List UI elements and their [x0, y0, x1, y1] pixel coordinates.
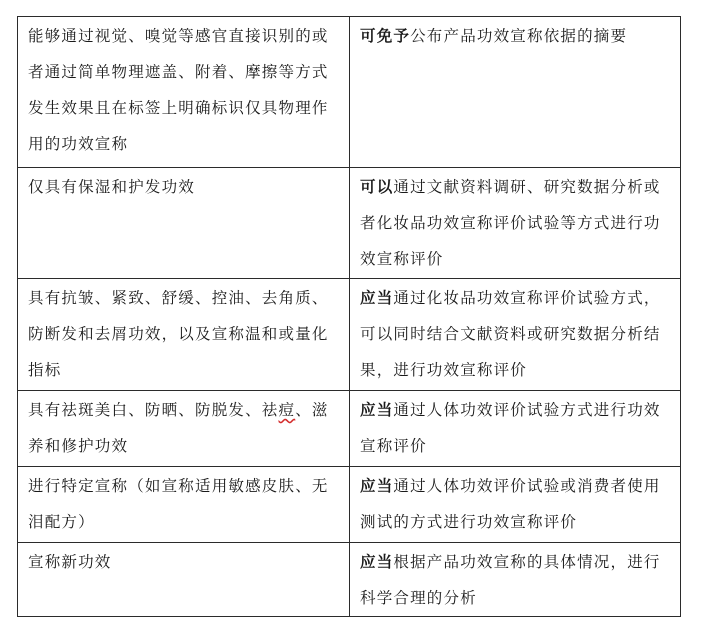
table-row — [18, 391, 681, 467]
claim-condition-text: 宣称新功效 — [28, 553, 112, 571]
claim-condition-text-start: 具有祛斑美白、防晒、防脱发、祛 — [28, 401, 279, 419]
claim-condition-cell — [18, 168, 350, 279]
evaluation-requirement-cell — [350, 168, 681, 279]
claim-condition-text-end: 、滋养和修护功效 — [28, 401, 329, 455]
requirement-text: 根据产品功效宣称的具体情况，进行科学合理的分析 — [360, 553, 661, 607]
claim-condition-cell — [18, 391, 350, 467]
efficacy-claims-table — [17, 16, 681, 617]
claim-condition-text: 进行特定宣称（如宣称适用敏感皮肤、无泪配方） — [28, 477, 329, 531]
table-row — [18, 168, 681, 279]
requirement-keyword: 应当 — [360, 476, 394, 495]
evaluation-requirement-cell — [350, 279, 681, 391]
claim-condition-cell — [18, 467, 350, 543]
requirement-text: 通过化妆品功效宣称评价试验方式，可以同时结合文献资料或研究数据分析结果，进行功效宣称评价 — [360, 289, 661, 379]
table-row — [18, 279, 681, 391]
requirement-keyword: 可免予 — [360, 26, 411, 45]
table-row — [18, 543, 681, 617]
requirement-text: 通过人体功效评价试验或消费者使用测试的方式进行功效宣称评价 — [360, 477, 661, 531]
requirement-keyword: 可以 — [360, 177, 394, 196]
requirement-text: 公布产品功效宣称依据的摘要 — [410, 27, 628, 45]
requirement-keyword: 应当 — [360, 288, 394, 307]
claim-condition-text — [28, 391, 339, 464]
claim-condition-cell — [18, 279, 350, 391]
evaluation-requirement-cell — [350, 543, 681, 617]
requirement-text: 通过文献资料调研、研究数据分析或者化妆品功效宣称评价试验等方式进行功效宣称评价 — [360, 178, 661, 268]
evaluation-requirement-cell — [350, 467, 681, 543]
claim-condition-text: 具有抗皱、紧致、舒缓、控油、去角质、防断发和去屑功效，以及宣称温和或量化指标 — [28, 289, 329, 379]
requirement-keyword: 应当 — [360, 552, 394, 571]
claim-condition-cell — [18, 17, 350, 168]
evaluation-requirement-cell — [350, 17, 681, 168]
table-row — [18, 17, 681, 168]
table-row — [18, 467, 681, 543]
claim-condition-cell — [18, 543, 350, 617]
claim-condition-text: 能够通过视觉、嗅觉等感官直接识别的或者通过简单物理遮盖、附着、摩擦等方式发生效果且在标签上明确标识仅具物理作用的功效宣称 — [28, 27, 329, 153]
requirement-text: 通过人体功效评价试验方式进行功效宣称评价 — [360, 401, 661, 455]
claim-condition-text: 仅具有保湿和护发功效 — [28, 178, 196, 196]
spellcheck-marked-word: 痘 — [278, 401, 296, 419]
evaluation-requirement-cell — [350, 391, 681, 467]
requirement-keyword: 应当 — [360, 400, 394, 419]
